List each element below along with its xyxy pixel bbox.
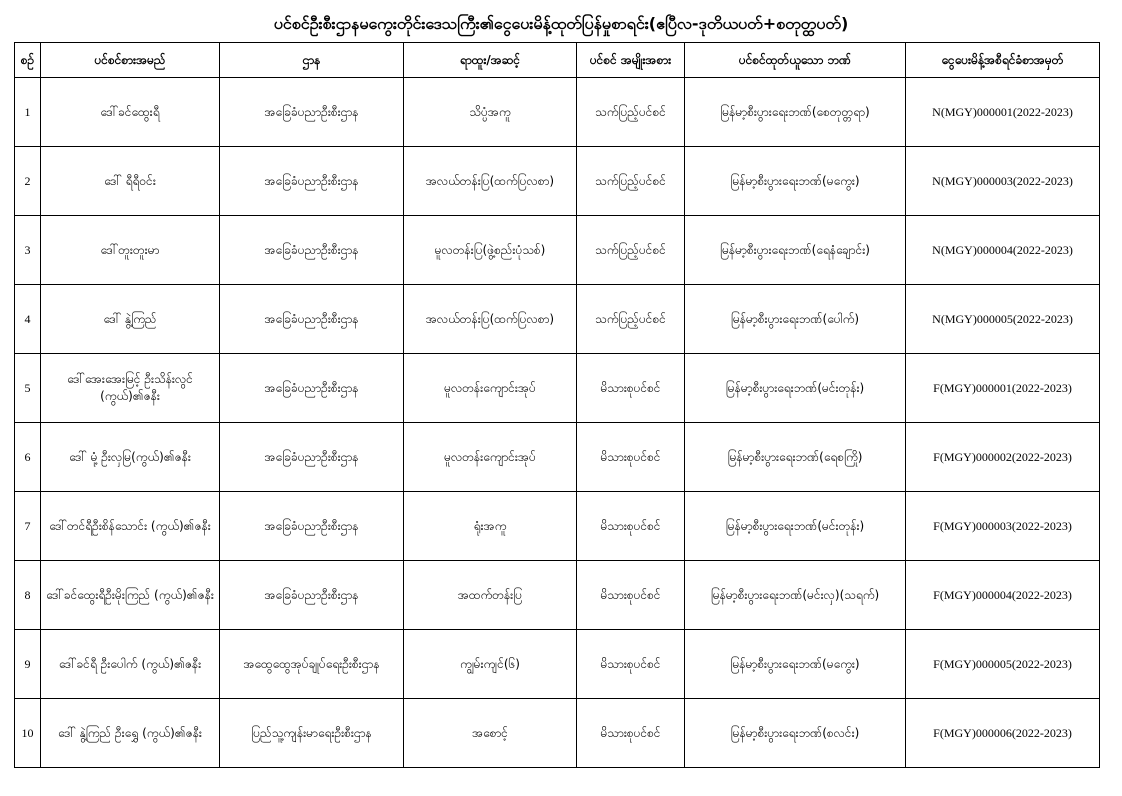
cell-rank: မူလတန်းပြ(ဖွဲ့စည်းပုံသစ်) — [404, 216, 577, 285]
table-row — [15, 423, 1100, 492]
cell-type: သက်ပြည့်ပင်စင် — [577, 78, 685, 147]
cell-no: 10 — [15, 699, 41, 768]
cell-type: မိသားစုပင်စင် — [577, 423, 685, 492]
cell-dept: ပြည်သူ့ကျန်းမာရေးဦးစီးဌာန — [220, 699, 404, 768]
cell-type: သက်ပြည့်ပင်စင် — [577, 216, 685, 285]
cell-type: မိသားစုပင်စင် — [577, 354, 685, 423]
cell-code: N(MGY)000004(2022-2023) — [906, 216, 1100, 285]
cell-type: သက်ပြည့်ပင်စင် — [577, 285, 685, 354]
cell-no: 2 — [15, 147, 41, 216]
header-dept: ဌာန — [220, 43, 404, 78]
cell-dept: အခြေခံပညာဦးစီးဌာန — [220, 423, 404, 492]
cell-dept: အခြေခံပညာဦးစီးဌာန — [220, 216, 404, 285]
pension-table — [14, 42, 1100, 768]
cell-rank: မူလတန်းကျောင်းအုပ် — [404, 354, 577, 423]
table-row — [15, 354, 1100, 423]
table-row — [15, 699, 1100, 768]
cell-dept: အထွေထွေအုပ်ချုပ်ရေးဦးစီးဌာန — [220, 630, 404, 699]
header-code: ငွေပေးမိန့်အစီရင်ခံစာအမှတ် — [906, 43, 1100, 78]
cell-no: 1 — [15, 78, 41, 147]
table-row — [15, 216, 1100, 285]
cell-bank: မြန်မာ့စီးပွားရေးဘဏ်(ရေစကြို) — [685, 423, 906, 492]
cell-bank: မြန်မာ့စီးပွားရေးဘဏ်(စလင်း) — [685, 699, 906, 768]
cell-name: ဒေါ် နွဲ့ကြည် — [41, 285, 220, 354]
cell-no: 7 — [15, 492, 41, 561]
cell-no: 6 — [15, 423, 41, 492]
cell-name: ဒေါ် မုံ့ ဦးလှမြ(ကွယ်)၏ဇနီး — [41, 423, 220, 492]
cell-rank: ကျွမ်းကျင်(၆) — [404, 630, 577, 699]
header-bank: ပင်စင်ထုတ်ယူသော ဘဏ် — [685, 43, 906, 78]
cell-dept: အခြေခံပညာဦးစီးဌာန — [220, 285, 404, 354]
cell-rank: အထက်တန်းပြ — [404, 561, 577, 630]
cell-bank: မြန်မာ့စီးပွားရေးဘဏ်(ပေါက်) — [685, 285, 906, 354]
cell-name: ဒေါ်ခင်ထွေးရီ — [41, 78, 220, 147]
header-name: ပင်စင်စားအမည် — [41, 43, 220, 78]
cell-no: 3 — [15, 216, 41, 285]
cell-code: N(MGY)000003(2022-2023) — [906, 147, 1100, 216]
cell-code: F(MGY)000006(2022-2023) — [906, 699, 1100, 768]
cell-code: N(MGY)000001(2022-2023) — [906, 78, 1100, 147]
header-type: ပင်စင် အမျိုးအစား — [577, 43, 685, 78]
table-row — [15, 285, 1100, 354]
cell-rank: အလယ်တန်းပြ(ထက်ပြလစာ) — [404, 285, 577, 354]
cell-bank: မြန်မာ့စီးပွားရေးဘဏ်(မင်းတုန်း) — [685, 354, 906, 423]
cell-bank: မြန်မာ့စီးပွားရေးဘဏ်(မကွေး) — [685, 147, 906, 216]
cell-rank: ရုံးအကူ — [404, 492, 577, 561]
cell-dept: အခြေခံပညာဦးစီးဌာန — [220, 354, 404, 423]
table-row — [15, 561, 1100, 630]
header-rank: ရာထူး/အဆင့် — [404, 43, 577, 78]
cell-type: သက်ပြည့်ပင်စင် — [577, 147, 685, 216]
cell-name: ဒေါ်ခင်ရီ ဦးပေါက် (ကွယ်)၏ဇနီး — [41, 630, 220, 699]
cell-rank: အလယ်တန်းပြ(ထက်ပြလစာ) — [404, 147, 577, 216]
table-row — [15, 630, 1100, 699]
cell-bank: မြန်မာ့စီးပွားရေးဘဏ်(ရေနံချောင်း) — [685, 216, 906, 285]
cell-dept: အခြေခံပညာဦးစီးဌာန — [220, 492, 404, 561]
cell-code: F(MGY)000005(2022-2023) — [906, 630, 1100, 699]
cell-name: ဒေါ်တင်ရီဦးစိန်သောင်း (ကွယ်)၏ဇနီး — [41, 492, 220, 561]
cell-name: ဒေါ် နွဲ့ကြည် ဦးရွှေ (ကွယ်)၏ဇနီး — [41, 699, 220, 768]
table-row — [15, 147, 1100, 216]
table-row — [15, 78, 1100, 147]
cell-name: ဒေါ်တူးတူးမာ — [41, 216, 220, 285]
cell-code: F(MGY)000001(2022-2023) — [906, 354, 1100, 423]
cell-type: မိသားစုပင်စင် — [577, 699, 685, 768]
cell-bank: မြန်မာ့စီးပွားရေးဘဏ်(မင်းလှ)(သရက်) — [685, 561, 906, 630]
cell-name: ဒေါ် ရီရီဝင်း — [41, 147, 220, 216]
header-no: စဥ် — [15, 43, 41, 78]
cell-dept: အခြေခံပညာဦးစီးဌာန — [220, 147, 404, 216]
cell-code: F(MGY)000003(2022-2023) — [906, 492, 1100, 561]
header-row — [15, 43, 1100, 78]
cell-rank: သိပ္ပံအကူ — [404, 78, 577, 147]
cell-type: မိသားစုပင်စင် — [577, 561, 685, 630]
cell-no: 4 — [15, 285, 41, 354]
table-row — [15, 492, 1100, 561]
cell-no: 5 — [15, 354, 41, 423]
document-title: ပင်စင်ဦးစီးဌာနမကွေးတိုင်းဒေသကြီး၏ငွေပေးမိန့်ထုတ်ပြန်မှုစာရင်း(ဧပြီလ-ဒုတိယပတ်+စတုတ္ထပတ်) — [273, 14, 849, 33]
cell-dept: အခြေခံပညာဦးစီးဌာန — [220, 78, 404, 147]
cell-code: N(MGY)000005(2022-2023) — [906, 285, 1100, 354]
cell-type: မိသားစုပင်စင် — [577, 630, 685, 699]
cell-dept: အခြေခံပညာဦးစီးဌာန — [220, 561, 404, 630]
cell-no: 9 — [15, 630, 41, 699]
cell-bank: မြန်မာ့စီးပွားရေးဘဏ်(မင်းတုန်း) — [685, 492, 906, 561]
cell-rank: မူလတန်းကျောင်းအုပ် — [404, 423, 577, 492]
cell-rank: အစောင့် — [404, 699, 577, 768]
cell-no: 8 — [15, 561, 41, 630]
cell-name: ဒေါ်ခင်ထွေးရီဦးမိုးကြည် (ကွယ်)၏ဇနီး — [41, 561, 220, 630]
cell-code: F(MGY)000002(2022-2023) — [906, 423, 1100, 492]
cell-bank: မြန်မာ့စီးပွားရေးဘဏ်(မကွေး) — [685, 630, 906, 699]
cell-code: F(MGY)000004(2022-2023) — [906, 561, 1100, 630]
cell-name: ဒေါ်အေးအေးမြင့် ဦးသိန်းလွင် (ကွယ်)၏ဇနီး — [41, 354, 220, 423]
cell-bank: မြန်မာ့စီးပွားရေးဘဏ်(စေတုတ္တရာ) — [685, 78, 906, 147]
cell-type: မိသားစုပင်စင် — [577, 492, 685, 561]
